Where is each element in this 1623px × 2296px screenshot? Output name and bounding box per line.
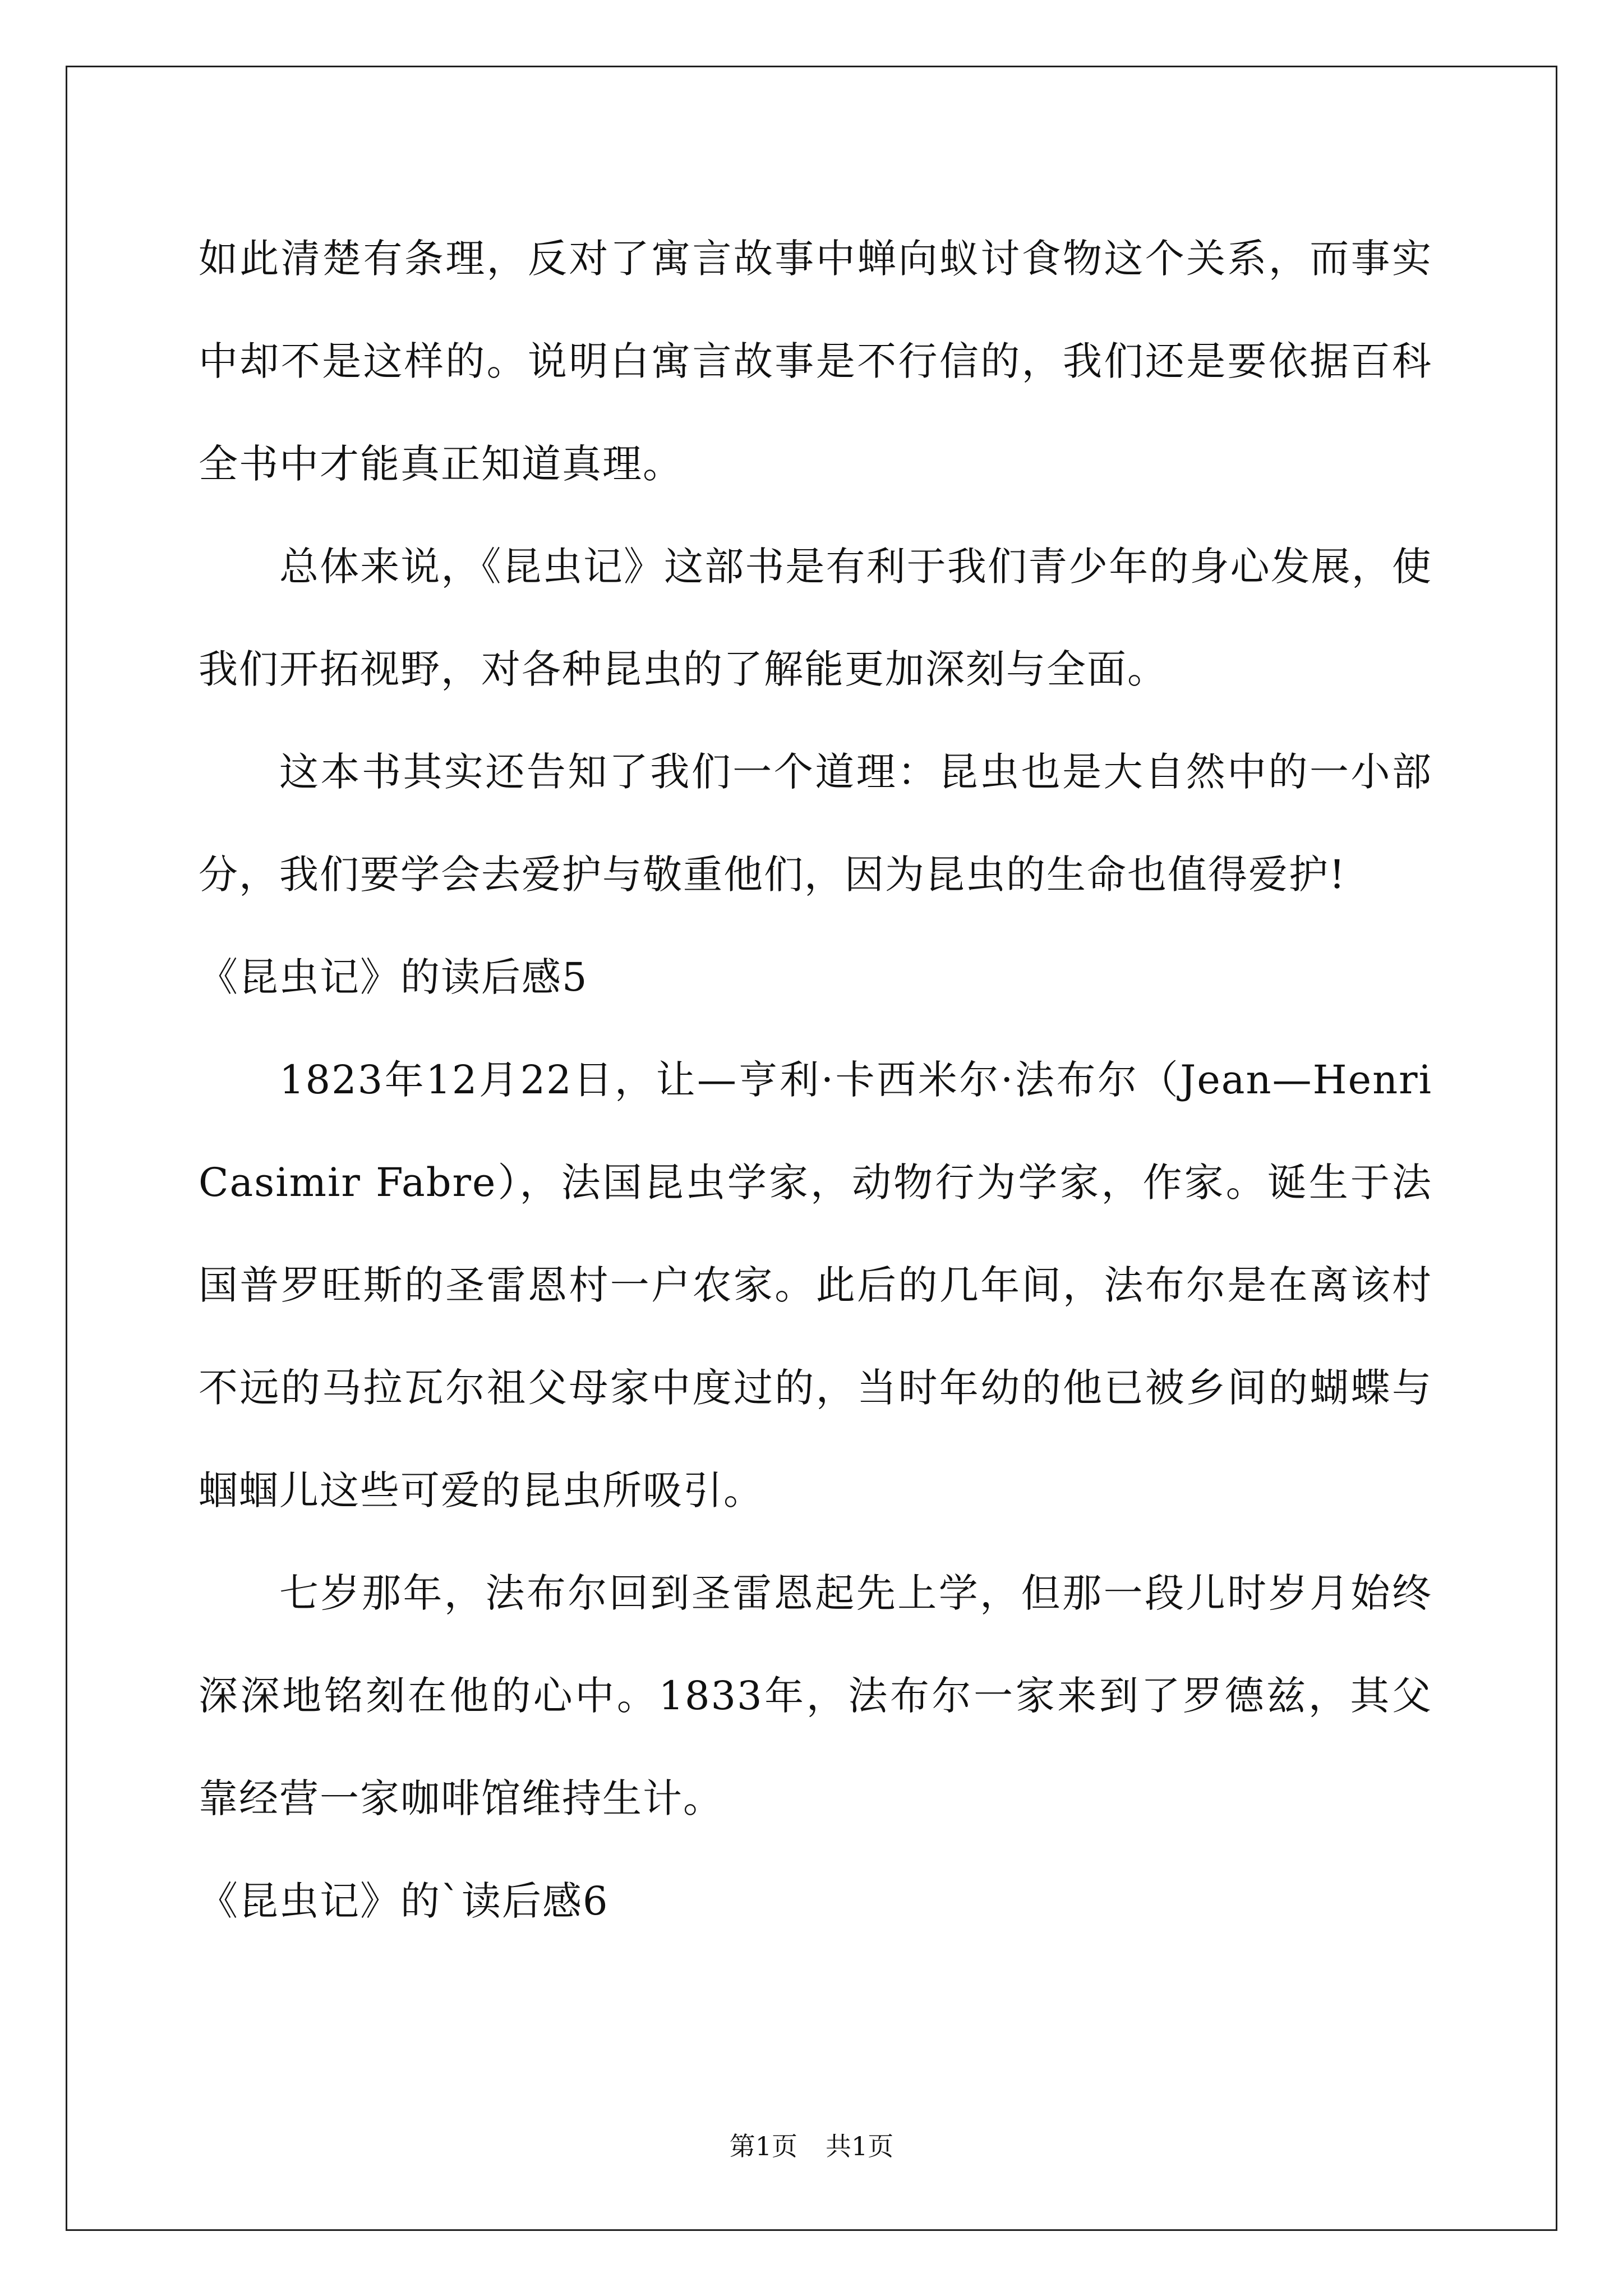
page-footer <box>0 2126 1623 2163</box>
page-number: 第1页 <box>729 2131 797 2161</box>
paragraph: 总体来说，《昆虫记》这部书是有利于我们青少年的身心发展，使我们开拓视野，对各种昆虫的了解能更加深刻与全面。 <box>199 544 1432 692</box>
paragraph: 1823年12月22日，让—亨利·卡西米尔·法布尔（Jean—Henri Casimir Fabre），法国昆虫学家，动物行为学家，作家。诞生于法国普罗旺斯的圣雷恩村一户农家。此后的几年间，法布尔是在离该村不远的马拉瓦尔祖父母家中度过的，当时年幼的他已被乡间的蝴蝶与蝈蝈儿这些可爱的昆虫所吸引。 <box>199 1057 1432 1513</box>
total-pages: 共1页 <box>826 2131 894 2161</box>
section-heading: 《昆虫记》的`读后感6 <box>199 1878 609 1924</box>
paragraph: 七岁那年，法布尔回到圣雷恩起先上学，但那一段儿时岁月始终深深地铭刻在他的心中。1833年，法布尔一家来到了罗德兹，其父靠经营一家咖啡馆维持生计。 <box>199 1570 1432 1821</box>
paragraph: 如此清楚有条理，反对了寓言故事中蝉向蚁讨食物这个关系，而事实中却不是这样的。说明白寓言故事是不行信的，我们还是要依据百科全书中才能真正知道真理。 <box>199 236 1432 487</box>
section-heading: 《昆虫记》的读后感5 <box>199 954 588 1000</box>
document-body <box>199 208 1432 1953</box>
paragraph: 这本书其实还告知了我们一个道理：昆虫也是大自然中的一小部分，我们要学会去爱护与敬重他们，因为昆虫的生命也值得爱护! <box>199 749 1432 898</box>
